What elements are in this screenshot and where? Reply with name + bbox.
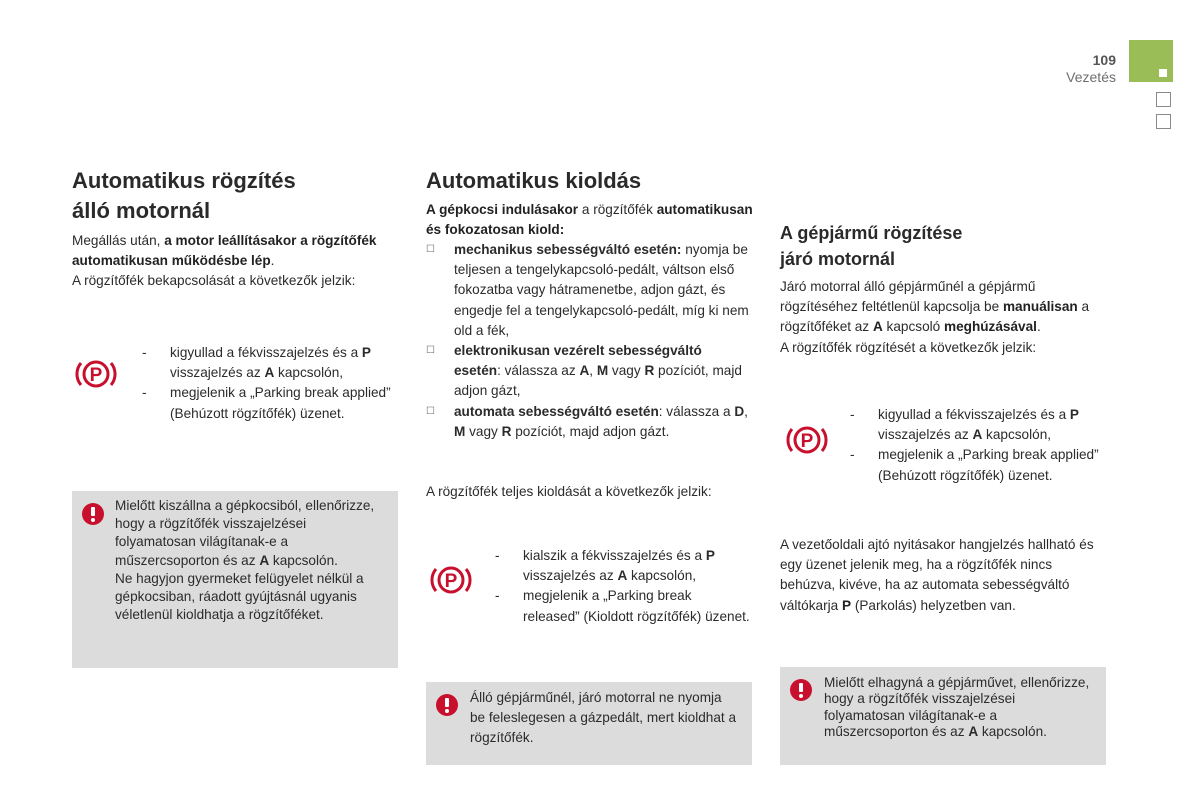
section-heading-auto-apply: Automatikus rögzítés álló motornál xyxy=(72,168,296,223)
list-item: - kigyullad a fékvisszajelzés és a P visszajelzés az A kapcsolón, xyxy=(850,407,1079,443)
auto-release-intro: A gépkocsi indulásakor a rögzítőfék automatikusan és fokozatosan kiold: xyxy=(426,202,753,238)
warning-box-leave-vehicle-running: Mielőtt elhagyná a gépjárművet, ellenőrizze, hogy a rögzítőfék visszajelzései folyamatosan világítanak-e a műszercsoporton és az A kapcsolón. xyxy=(780,667,1106,765)
list-item: - megjelenik a „Parking break applied” (Behúzott rögzítőfék) üzenet. xyxy=(850,447,1099,483)
checkbox-bullet-icon: ☐ xyxy=(426,405,435,417)
list-item: - megjelenik a „Parking break released” (Kioldott rögzítőfék) üzenet. xyxy=(495,588,750,624)
list-item: ☐ elektronikusan vezérelt sebességváltó esetén: válassza az A, M vagy R pozíciót, majd adjon gázt, xyxy=(426,343,742,399)
section-title: Vezetés xyxy=(1066,69,1116,85)
auto-release-outro: A rögzítőfék teljes kioldását a következők jelzik: xyxy=(426,484,712,499)
warning-box-leave-vehicle: Mielőtt kiszállna a gépkocsiból, ellenőrizze, hogy a rögzítőfék visszajelzései folyamatosan világítanak-e a műszercsoporton és az A kapcsolón. Ne hagyjon gyermeket felügyelet nélkül a gépkocsiban, ráadott gyújtásnál ugyanis véletlenül kioldhatja a rögzítőféket. xyxy=(72,491,398,668)
parking-brake-icon xyxy=(428,560,474,600)
page-number: 109 xyxy=(1092,52,1116,68)
auto-apply-indicators xyxy=(142,343,392,424)
warning-icon xyxy=(82,503,104,525)
checkbox-bullet-icon: ☐ xyxy=(426,345,435,357)
svg-text:P: P xyxy=(89,365,103,386)
svg-text:P: P xyxy=(800,431,814,452)
auto-release-indicators xyxy=(495,546,750,627)
engine-running-indicators xyxy=(850,405,1100,486)
checkbox-bullet-icon: ☐ xyxy=(426,244,435,255)
section-heading-auto-release: Automatikus kioldás xyxy=(426,168,642,193)
engine-running-text: Járó motorral álló gépjárműnél a gépjármű rögzítéséhez feltétlenül kapcsolja be manuálisan a rögzítőféket az A kapcsoló meghúzásával. A rögzítőfék rögzítését a következők jelzik: xyxy=(780,279,1090,355)
parking-brake-icon xyxy=(784,420,830,460)
auto-apply-intro: Megállás után, a motor leállításakor a rögzítőfék automatikusan működésbe lép. A rögzítőfék bekapcsolását a következők jelzik: xyxy=(72,233,377,289)
list-item: ☐ mechanikus sebességváltó esetén: nyomja be teljesen a tengelykapcsoló-pedált, váltson első fokozatba vagy hátramenetbe, adjon gázt, és engedje fel a tengelykapcsoló-pedált, míg ki nem old a fék, xyxy=(426,242,749,338)
list-item: - kialszik a fékvisszajelzés és a P visszajelzés az A kapcsolón, xyxy=(495,548,715,584)
warning-box-accelerator: Álló gépjárműnél, járó motorral ne nyomja be feleslegesen a gázpedált, mert kioldhat a rögzítőfék. xyxy=(426,682,752,765)
warning-icon xyxy=(436,694,458,716)
chapter-tab-active xyxy=(1129,40,1173,82)
svg-text:P: P xyxy=(444,571,458,592)
auto-release-conditions xyxy=(426,240,751,442)
list-item: ☐ automata sebességváltó esetén: válassza a D, M vagy R pozíciót, majd adjon gázt. xyxy=(426,403,748,439)
warning-icon xyxy=(790,679,812,701)
list-item: - kigyullad a fékvisszajelzés és a P visszajelzés az A kapcsolón, xyxy=(142,345,371,381)
door-open-warning-text: A vezetőoldali ajtó nyitásakor hangjelzés hallható és egy üzenet jelenik meg, ha a rögzítőfék nincs behúzva, kivéve, ha az automata sebességváltó váltókarja P (Parkolás) helyzetben van. xyxy=(780,537,1094,613)
section-heading-engine-running: A gépjármű rögzítése járó motornál xyxy=(780,223,963,269)
list-item: - megjelenik a „Parking break applied” (Behúzott rögzítőfék) üzenet. xyxy=(142,385,391,421)
chapter-tab xyxy=(1156,114,1171,129)
parking-brake-icon xyxy=(73,354,119,394)
chapter-tab xyxy=(1156,92,1171,107)
